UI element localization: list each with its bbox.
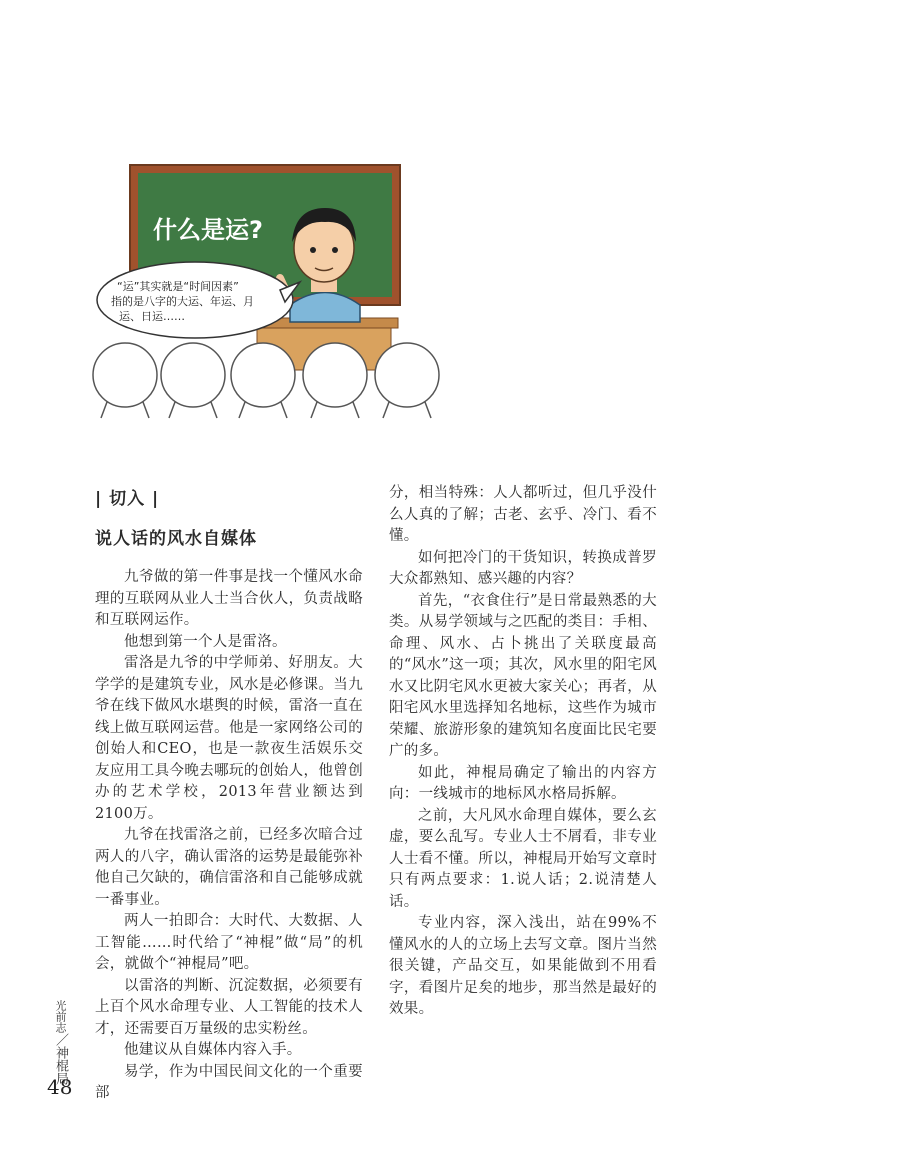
running-header: 光前志／神棍局	[53, 1000, 68, 1085]
page-number: 48	[47, 1075, 73, 1099]
paragraph: 九爷做的第一件事是找一个懂风水命理的互联网从业人士当合伙人，负责战略和互联网运作。	[95, 569, 363, 628]
paragraph: 如此，神棍局确定了输出的内容方向：一线城市的地标风水格局拆解。	[389, 764, 657, 802]
speech-line: 运、日运……	[119, 310, 185, 323]
paragraph: 他想到第一个人是雷洛。	[124, 633, 287, 650]
paragraph: 他建议从自媒体内容入手。	[124, 1042, 302, 1058]
paragraph: 易学，作为中国民间文化的一个重要部	[95, 1063, 363, 1101]
classroom-illustration	[85, 150, 450, 420]
paragraph: 专业内容，深入浅出，站在99%不懂风水的人的立场上去写文章。图片当然很关键，产品交互，如果能做到不用看字，看图片足矣的地步，那当然是最好的效果。	[389, 915, 657, 1017]
section-label: | 切入 |	[95, 489, 160, 509]
running-header-title: 神棍局	[53, 1046, 68, 1085]
paragraph: 如何把冷门的干货知识，转换成普罗大众都熟知、感兴趣的内容？	[389, 549, 657, 587]
student-heads	[93, 343, 439, 418]
paragraph: 首先，“衣食住行”是日常最熟悉的大类。从易学领域与之匹配的类目：手相、命理、风水、占卜挑出了关联度最高的“风水”这一项；其次，风水里的阳宅风水又比阴宅风水更被大家关心；再者，从阳宅风水里选择知名地标，这些作为城市荣耀、旅游形象的建筑知名度面比民宅要广的多。	[389, 592, 657, 759]
paragraph: 之前，大凡风水命理自媒体，要么玄虚，要么乱写。专业人士不屑看，非专业人士看不懂。所以，神棍局开始写文章时只有两点要求：1.说人话；2.说清楚人话。	[389, 807, 657, 910]
paragraph: 雷洛是九爷的中学师弟、好朋友。大学学的是建筑专业，风水是必修课。当九爷在线下做风水堪舆的时候，雷洛一直在线上做互联网运营。他是一家网络公司的创始人和CEO，也是一款夜生活娱乐交友应用工具今晚去哪玩的创始人，他曾创办的艺术学校，2013年营业额达到2100万。	[95, 655, 363, 822]
paragraph: 九爷在找雷洛之前，已经多次暗合过两人的八字，确认雷洛的运势是最能弥补他自己欠缺的，确信雷洛和自己能够成就一番事业。	[95, 827, 363, 908]
left-column	[95, 567, 363, 1105]
board-title: 什么是运?	[153, 216, 263, 244]
section-title: 说人话的风水自媒体	[95, 529, 257, 549]
paragraph: 两人一拍即合：大时代、大数据、人工智能……时代给了“神棍”做“局”的机会，就做个“神棍局”吧。	[95, 913, 363, 972]
speech-line: 指的是八字的大运、年运、月	[111, 295, 254, 308]
speech-line: “运”其实就是“时间因素”	[117, 280, 239, 293]
running-header-prefix: 光前志	[54, 1000, 67, 1033]
paragraph-continuation: 分，相当特殊：人人都听过，但几乎没什么人真的了解；古老、玄乎、冷门、看不懂。	[389, 485, 657, 544]
right-column	[389, 483, 657, 1021]
paragraph: 以雷洛的判断、沉淀数据，必须要有上百个风水命理专业、人工智能的技术人才，还需要百万量级的忠实粉丝。	[95, 977, 363, 1037]
